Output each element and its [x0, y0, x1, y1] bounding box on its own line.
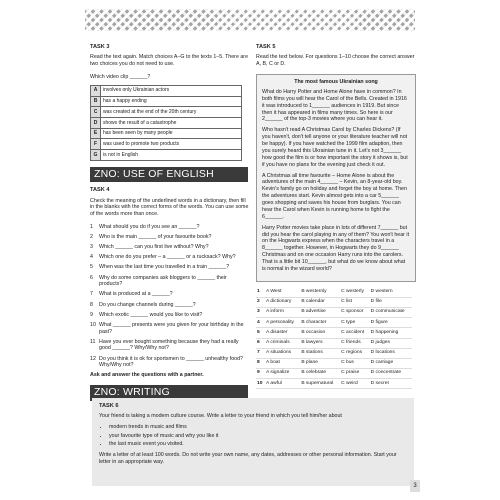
task4-title: TASK 4: [90, 187, 110, 194]
answer-option: C weird: [340, 379, 370, 389]
answer-option: A disaster: [265, 328, 300, 338]
question-text: Which exotic ______ would you like to visit?: [99, 311, 203, 318]
bullet-item: • the last music event you visited.: [109, 441, 407, 448]
answer-option: D figure: [370, 318, 412, 328]
choice-row: [91, 107, 242, 118]
task6-bullets: [109, 424, 407, 448]
question-number: 5: [90, 264, 93, 271]
task3-title: TASK 3: [90, 44, 110, 50]
answer-option: B lawyers: [300, 338, 340, 348]
task6-intro: Your friend is taking a modern culture course. Write a letter to your friend in which you tell him/her about: [99, 413, 342, 420]
text-paragraph-2: Who hasn't read A Christmas Carol by Charles Dickens? (If you haven't, don't tell anyone or your literature teacher will not be happy). If you have watched the 1999 film adaption, then you surely heard this Ukrainian tune in it. Let's not 3______ how good the film is or how important the story it shows is, but if you have no plans for the evening just check it out.: [262, 127, 408, 168]
question-item: [90, 312, 250, 319]
answer-number: 7: [256, 348, 265, 358]
zno-writing-heading: ZNO: WRITING: [90, 385, 248, 401]
question-text: Which ______ can you first live without? Why?: [99, 244, 209, 251]
choice-row: [91, 128, 242, 139]
answer-option: B character: [300, 318, 340, 328]
task6-title: TASK 6: [99, 403, 119, 409]
choice-text: involves only Ukrainian actors: [101, 85, 242, 96]
left-column: [90, 44, 250, 406]
choice-letter: D: [91, 117, 101, 128]
question-number: 1: [90, 224, 93, 231]
answer-option: D communicate: [370, 308, 412, 318]
question-number: 9: [90, 311, 93, 318]
task5-title: TASK 5: [256, 44, 276, 50]
answer-row: [256, 328, 412, 338]
choice-row: [91, 139, 242, 150]
answer-option: B plane: [300, 358, 340, 368]
answer-row: [256, 358, 412, 368]
answer-option: A criminals: [265, 338, 300, 348]
question-text: Why do some companies ask bloggers to ______ their products?: [99, 274, 227, 288]
question-item: [90, 322, 250, 336]
question-item: [90, 339, 250, 353]
answer-option: D locations: [370, 348, 412, 358]
bullet-item: • modern trends in music and films: [109, 424, 407, 431]
task3-instructions: Read the text again. Match choices A–G to the texts 1–5. There are two choices you do not need to use.: [90, 54, 249, 68]
question-text: When was the last time you travelled in a train ______?: [99, 264, 230, 271]
task5-answer-options: [256, 288, 412, 390]
question-number: 12: [90, 355, 96, 362]
answer-row: [256, 308, 412, 318]
answer-option: A dictionary: [265, 297, 300, 307]
task5-text-box: [256, 74, 416, 282]
question-item: [90, 264, 250, 271]
answer-row: [256, 288, 412, 298]
answer-option: B calendar: [300, 297, 340, 307]
answer-option: C friends: [340, 338, 370, 348]
answer-option: D carriage: [370, 358, 412, 368]
question-item: [90, 244, 250, 251]
question-number: 11: [90, 338, 96, 345]
question-number: 6: [90, 274, 93, 281]
answer-option: A inform: [265, 308, 300, 318]
question-number: 8: [90, 301, 93, 308]
page-number: 3: [410, 480, 420, 492]
answer-option: A boat: [265, 358, 300, 368]
choice-letter: B: [91, 96, 101, 107]
right-column: [256, 44, 416, 389]
text-paragraph-3: A Christmas all time favourite – Home Alone is about the adventures of the main 4______ – Kevin, an 8-year-old boy. Kevin's family go on holiday and forget the boy at home. Then the adventures start. Kevin almost gets into a car 5______ goes shopping and saves his house from burglars. You can hear the Carol when Kevin is running home to fight the 6______.: [262, 172, 407, 220]
answer-number: 4: [256, 318, 265, 328]
choice-text: was created at the end of the 20th century: [101, 107, 242, 118]
answer-option: C bus: [340, 358, 370, 368]
answer-number: 1: [256, 288, 265, 298]
answer-option: D file: [370, 297, 412, 307]
question-item: [90, 224, 250, 231]
answer-option: A signalize: [265, 369, 300, 379]
choice-row: [91, 85, 242, 96]
question-item: [90, 291, 250, 298]
answer-option: C type: [340, 318, 370, 328]
question-number: 3: [90, 244, 93, 251]
answer-option: C list: [340, 297, 370, 307]
answer-row: [256, 318, 412, 328]
answer-option: B stations: [300, 348, 340, 358]
question-item: [90, 254, 250, 261]
choice-text: has been seen by many people: [101, 128, 242, 139]
question-text: Have you ever bought something because they had a really good ______? Why/Why not?: [99, 338, 239, 352]
question-item: [90, 356, 250, 370]
choice-letter: A: [91, 85, 101, 96]
task6-box: [92, 398, 414, 486]
question-text: What ______ presents were you given for your birthday in the past?: [99, 321, 244, 335]
answer-option: C accident: [340, 328, 370, 338]
choice-letter: E: [91, 128, 101, 139]
question-text: What should you do if you see an ______?: [99, 224, 200, 231]
answer-option: B westernly: [300, 288, 340, 298]
choice-text: shows the result of a catastrophe: [101, 117, 242, 128]
answer-option: A West: [265, 288, 300, 298]
text-paragraph-1: What do Harry Potter and Home Alone have in common? In both films you will hear the Carol of the Bells. Created in 1916 it was introduced to 1______ audiences in 1919. But since then it has appeared in films many times. So here is our 2______ of the top-3 movies where you can hear it.: [262, 88, 407, 123]
answer-option: C sponsor: [340, 308, 370, 318]
question-number: 2: [90, 234, 93, 241]
answer-option: A situations: [265, 348, 300, 358]
question-number: 10: [90, 321, 96, 328]
decorative-ornament-band: [85, 9, 415, 31]
question-number: 7: [90, 291, 93, 298]
answer-option: D secret: [370, 379, 412, 389]
choice-letter: C: [91, 107, 101, 118]
question-text: Who is the main ______ of your favourite book?: [99, 234, 212, 241]
answer-option: B supernatural: [300, 379, 340, 389]
question-text: What is produced at a ______?: [99, 291, 173, 298]
choice-letter: G: [91, 150, 101, 161]
text-box-title: The most famous Ukrainian song: [294, 79, 378, 86]
bullet-item: • your favourite type of music and why you like it: [109, 433, 407, 440]
task4-ask: Ask and answer the questions with a partner.: [90, 372, 204, 379]
question-text: Do you change channels during ______?: [99, 301, 196, 308]
answer-row: [256, 338, 412, 348]
question-text: Which one do you prefer – a ______ or a rucksack? Why?: [99, 254, 236, 261]
task4-questions: [90, 224, 250, 369]
answer-number: 6: [256, 338, 265, 348]
choice-letter: F: [91, 139, 101, 150]
answer-option: D western: [370, 288, 412, 298]
answer-number: 2: [256, 297, 265, 307]
question-text: Do you think it is ok for sportsmen to ______ unhealthy food? Why/Why not?: [99, 355, 243, 369]
question-number: 4: [90, 254, 93, 261]
answer-option: D happening: [370, 328, 412, 338]
answer-option: C regions: [340, 348, 370, 358]
choice-text: has a happy ending: [101, 96, 242, 107]
choice-text: was used to promote two products: [101, 139, 242, 150]
choice-row: [91, 96, 242, 107]
answer-option: B advertise: [300, 308, 340, 318]
answer-row: [256, 348, 412, 358]
answer-option: D concentrate: [370, 369, 412, 379]
answer-option: A personality: [265, 318, 300, 328]
answer-number: 5: [256, 328, 265, 338]
task5-instructions: Read the text below. For questions 1–10 choose the correct answer A, B, C or D.: [256, 54, 415, 68]
answer-option: B celebrate: [300, 369, 340, 379]
choice-row: [91, 117, 242, 128]
question-item: [90, 302, 250, 309]
answer-number: 10: [256, 379, 265, 389]
choice-text: is not in English: [101, 150, 242, 161]
task3-choices-table: [90, 85, 242, 161]
answer-option: C praise: [340, 369, 370, 379]
answer-option: B occasion: [300, 328, 340, 338]
task4-instructions: Check the meaning of the underlined words in a dictionary, then fill in the blanks with the correct forms of the words. You can use some of the words more than once.: [90, 197, 249, 218]
question-item: [90, 234, 250, 241]
answer-option: A awful: [265, 379, 300, 389]
zno-use-of-english-heading: ZNO: USE OF ENGLISH: [90, 167, 248, 183]
answer-number: 3: [256, 308, 265, 318]
answer-row: [256, 297, 412, 307]
answer-option: C westerly: [340, 288, 370, 298]
answer-number: 9: [256, 369, 265, 379]
text-paragraph-4: Harry Potter movies take place in lots of different 7______ but did you hear the carol playing in any of them? You won't hear it on the Hogwarts express when the characters travel in a 8______ together. However, in Hogwarts they do 9______ Christmas and on one occasion Harry runs into the carolers. That is a little bit 10______, but what do we know about what is normal in the wizard world?: [262, 224, 410, 272]
task3-question: Which video clip ______?: [90, 74, 151, 81]
choice-row: [91, 150, 242, 161]
task6-footer: Write a letter of at least 100 words. Do not write your own name, any dates, addresses or other personal information. Start your letter in an appropriate way.: [99, 451, 397, 465]
answer-number: 8: [256, 358, 265, 368]
answer-row: [256, 369, 412, 379]
question-item: [90, 275, 250, 289]
answer-row: [256, 379, 412, 389]
answer-option: D judges: [370, 338, 412, 348]
